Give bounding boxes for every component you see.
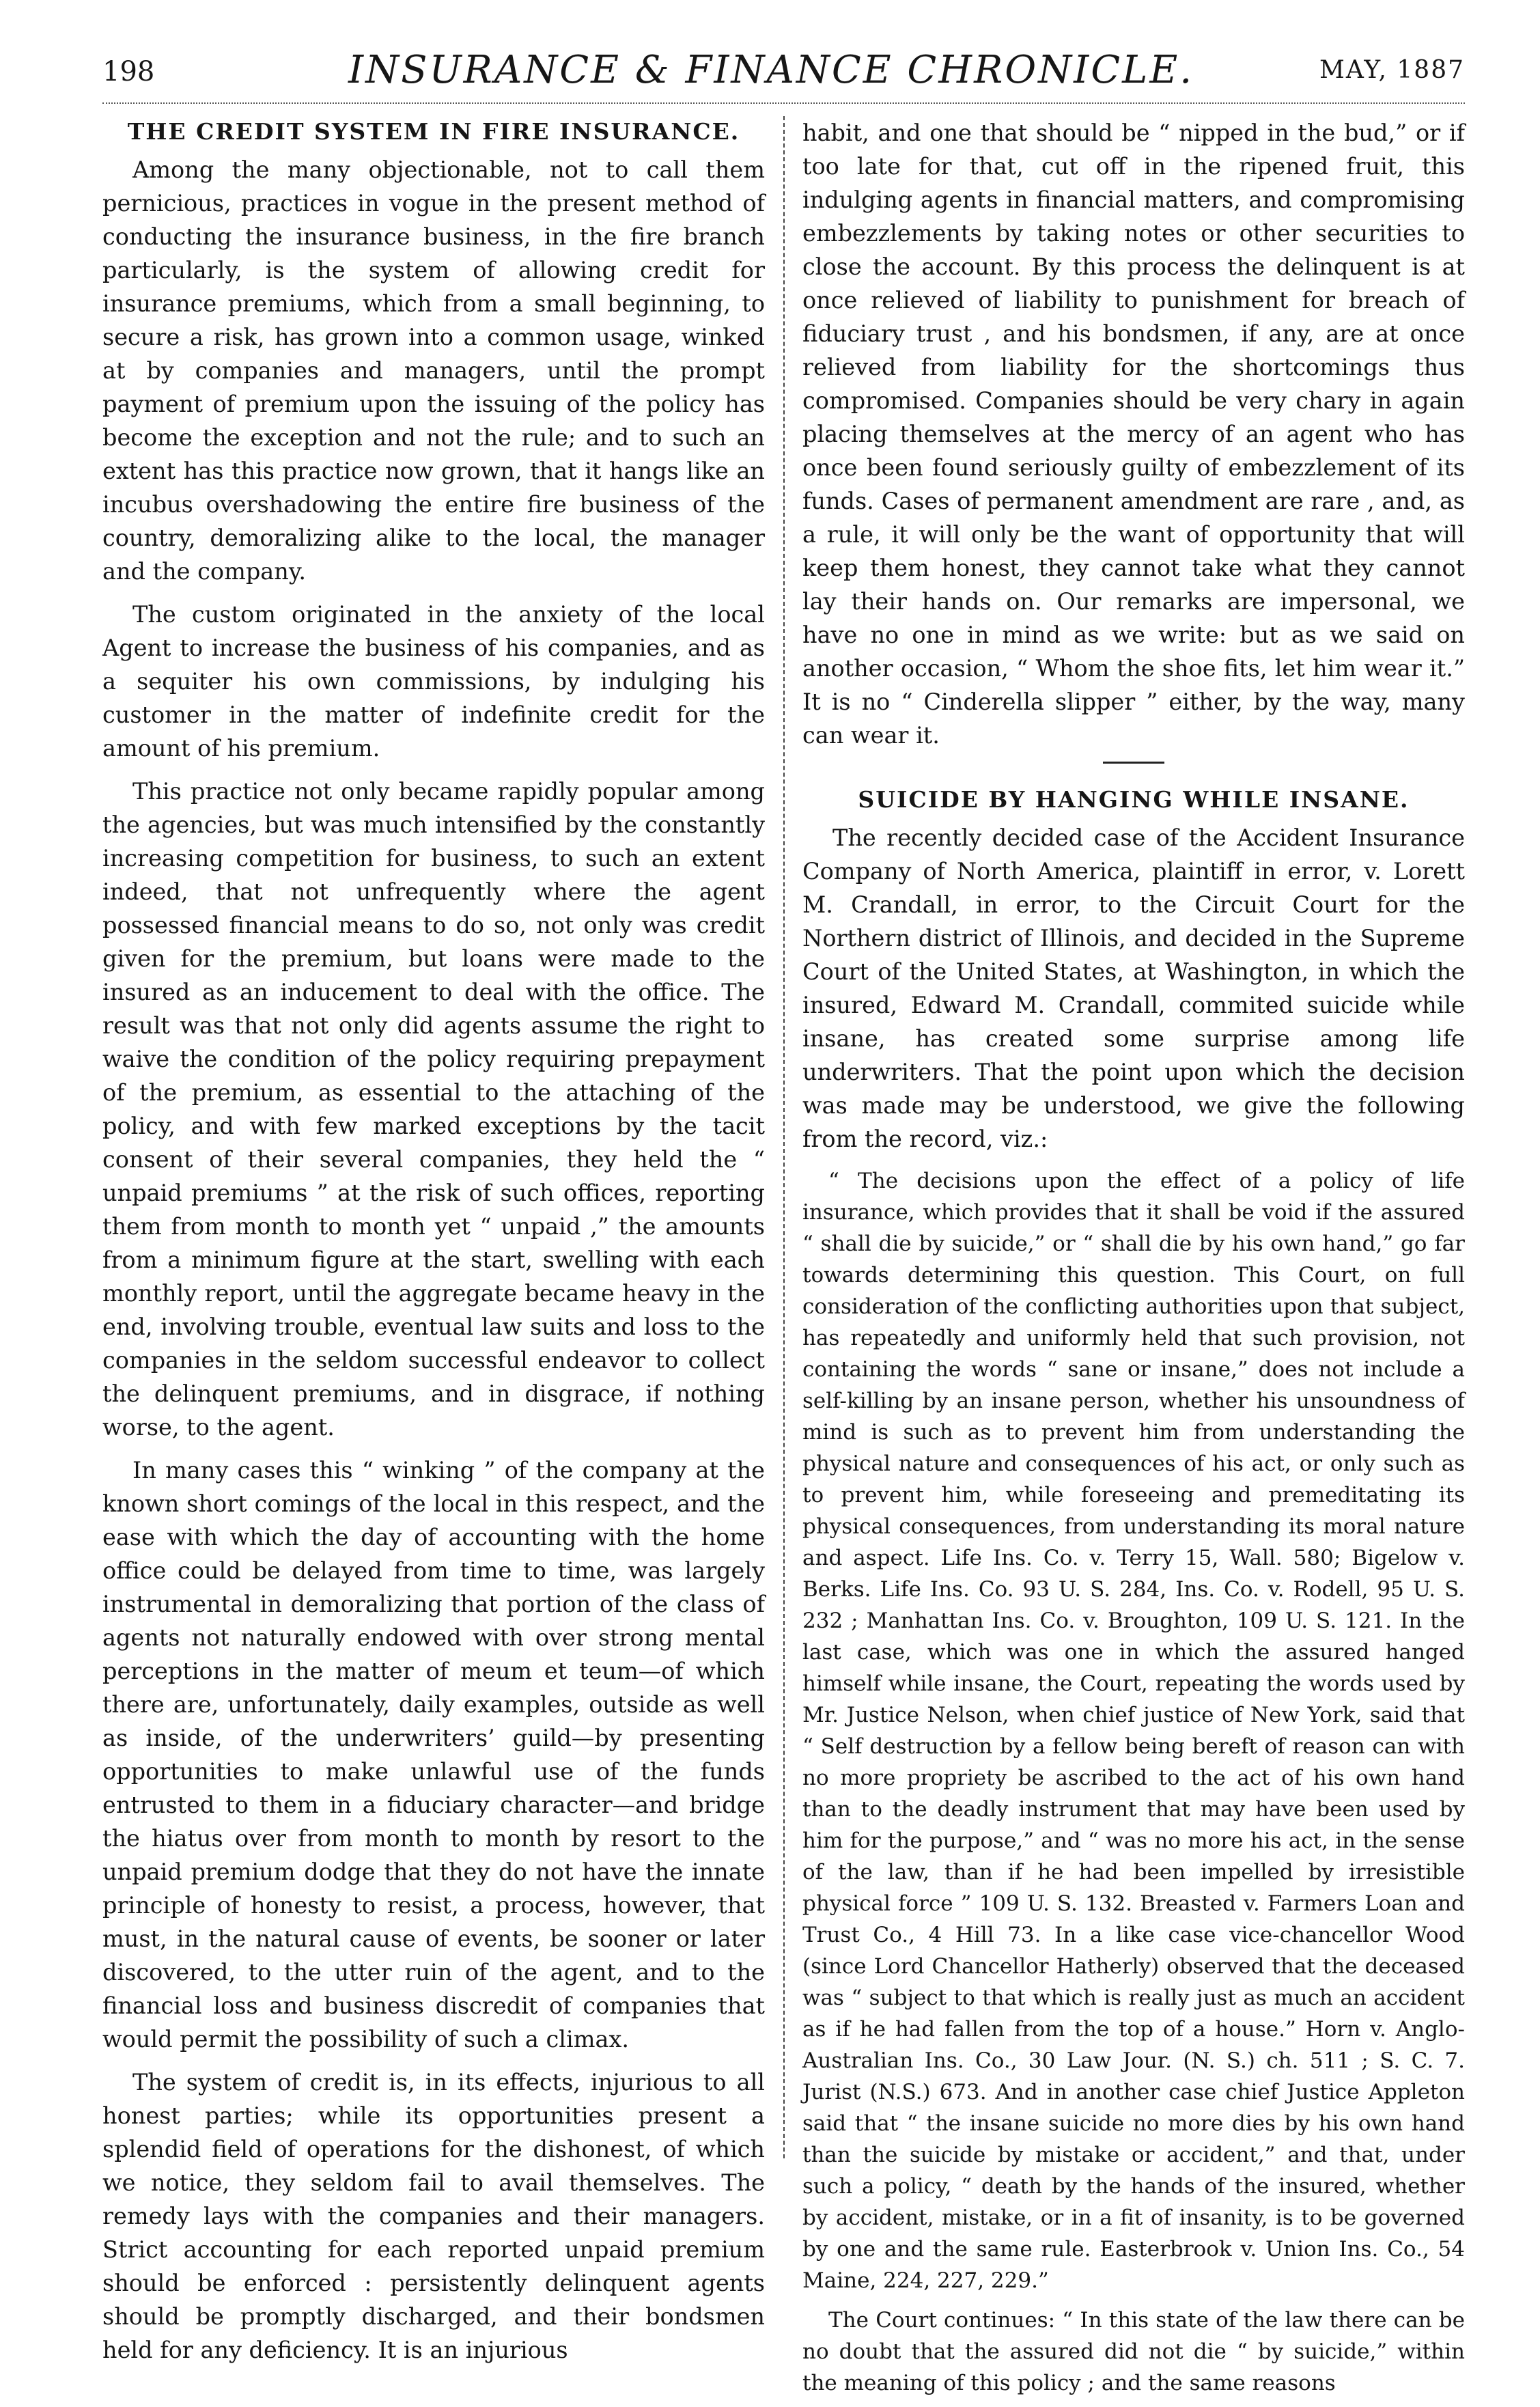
publication-title: INSURANCE & FINANCE CHRONICLE. — [348, 48, 1194, 92]
page-number: 198 — [102, 56, 155, 87]
paragraph: In many cases this “ winking ” of the company at the known short comings of the local in this respect, and the ease with which the day of accounting with the home office could be delayed from time to time, was largely instrumental in demoralizing that portion of the class of agents not naturally endowed with over strong mental perceptions in the matter of meum et teum—of which there are, unfortunately, daily examples, outside as well as inside, of the underwriters’ guild—by presenting opportunities to make unlawful use of the funds entrusted to them in a fiduciary character—and bridge the hiatus over from month to month by resort to the unpaid premium dodge that they do not have the innate principle of honesty to resist, a process, however, that must, in the natural cause of events, be sooner or later discovered, to the utter ruin of the agent, and to the financial loss and business discredit of companies that would permit the possibility of such a climax. — [102, 1457, 765, 2053]
newspaper-page — [102, 48, 1465, 2395]
section-divider — [1103, 762, 1164, 764]
paragraph: The recently decided case of the Accident Insurance Company of North America, plaintiff in error, v. Lorett M. Crandall, in error, to the Circuit Court for the Northern district of Illinois, and decided in the Supreme Court of the United States, at Washington, in which the insured, Edward M. Crandall, commited suicide while insane, has created some surprise among life underwriters. That the point upon which the decision was made may be understood, we give the following from the record, viz.: — [802, 824, 1465, 1152]
article-columns — [102, 116, 1465, 2395]
quoted-decision-continued: The Court continues: “ In this state of the law there can be no doubt that the assured did not die “ by suicide,” within the meaning of this policy ; and the same reasons — [802, 2308, 1465, 2395]
page-header — [102, 48, 1465, 104]
column-divider — [783, 116, 785, 2158]
right-column — [802, 116, 1465, 2407]
paragraph: This practice not only became rapidly popular among the agencies, but was much intensified by the constantly increasing competition for business, to such an extent indeed, that not unfrequently where the agent possessed financial means to do so, not only was credit given for the premium, but loans were made to the insured as an inducement to deal with the office. The result was that not only did agents assume the right to waive the condition of the policy requiring prepayment of the premium, as essential to the attaching of the policy, and with few marked exceptions by the tacit consent of their several companies, they held the “ unpaid premiums ” at the risk of such offices, reporting them from month to month yet “ unpaid ,” the amounts from a minimum figure at the start, swelling with each monthly report, until the aggregate became heavy in the end, involving trouble, eventual law suits and loss to the companies in the seldom successful endeavor to collect the delinquent premiums, and in disgrace, if nothing worse, to the agent. — [102, 778, 765, 1441]
paragraph: The system of credit is, in its effects, injurious to all honest parties; while its opportunities present a splendid field of operations for the dishonest, of which we notice, they seldom fail to avail themselves. The remedy lays with the companies and their managers. Strict accounting for each reported unpaid premium should be enforced : persistently delinquent agents should be promptly discharged, and their bondsmen held for any deficiency. It is an injurious — [102, 2069, 765, 2363]
article-title-credit-system: THE CREDIT SYSTEM IN FIRE INSURANCE. — [127, 118, 740, 145]
article-title-suicide: SUICIDE BY HANGING WHILE INSANE. — [858, 786, 1410, 813]
paragraph: The custom originated in the anxiety of the local Agent to increase the business of his companies, and as a sequiter his own commissions, by indulging his customer in the matter of indefinite credit for the amount of his premium. — [102, 601, 765, 762]
left-column — [102, 116, 765, 2376]
issue-date: MAY, 1887 — [1319, 56, 1465, 84]
paragraph-continued: habit, and one that should be “ nipped in the bud,” or if too late for that, cut off in the ripened fruit, this indulging agents in financial matters, and compromising embezzlements by taking notes or other securities to close the account. By this process the delinquent is at once relieved of liability to punishment for breach of fiduciary trust , and his bondsmen, if any, are at once relieved from liability for the shortcomings thus compromised. Companies should be very chary in again placing themselves at the mercy of an agent who has once been found seriously guilty of embezzlement of its funds. Cases of permanent amendment are rare , and, as a rule, it will only be the want of opportunity that will keep them honest, they cannot take what they cannot lay their hands on. Our remarks are impersonal, we have no one in mind as we write: but as we said on another occasion, “ Whom the shoe fits, let him wear it.” It is no “ Cinderella slipper ” either, by the way, many can wear it. — [802, 120, 1465, 749]
paragraph: Among the many objectionable, not to call them pernicious, practices in vogue in the present method of conducting the insurance business, in the fire branch particularly, is the system of allowing credit for insurance premiums, which from a small beginning, to secure a risk, has grown into a common usage, winked at by companies and managers, until the prompt payment of premium upon the issuing of the policy has become the exception and not the rule; and to such an extent has this practice now grown, that it hangs like an incubus overshadowing the entire fire business of the country, demoralizing alike to the local, the manager and the company. — [102, 156, 765, 585]
quoted-decision: “ The decisions upon the effect of a policy of life insurance, which provides that it shall be void if the assured “ shall die by suicide,” or “ shall die by his own hand,” go far towards determining this question. This Court, on full consideration of the conflicting authorities upon that subject, has repeatedly and uniformly held that such provision, not containing the words “ sane or insane,” does not include a self-killing by an insane person, whether his unsoundness of mind is such as to prevent him from understanding the physical nature and consequences of his act, or only such as to prevent him, while foreseeing and premeditating its physical consequences, from understanding its moral nature and aspect. Life Ins. Co. v. Terry 15, Wall. 580; Bigelow v. Berks. Life Ins. Co. 93 U. S. 284, Ins. Co. v. Rodell, 95 U. S. 232 ; Manhattan Ins. Co. v. Broughton, 109 U. S. 121. In the last case, which was one in which the assured hanged himself while insane, the Court, repeating the words used by Mr. Justice Nelson, when chief justice of New York, said that “ Self destruction by a fellow being bereft of reason can with no more propriety be ascribed to the act of his own hand than to the deadly instrument that may have been used by him for the purpose,” and “ was no more his act, in the sense of the law, than if he had been impelled by irresistible physical force ” 109 U. S. 132. Breasted v. Farmers Loan and Trust Co., 4 Hill 73. In a like case vice-chancellor Wood (since Lord Chancellor Hatherly) observed that the deceased was “ subject to that which is really just as much an accident as if he had fallen from the top of a house.” Horn v. Anglo-Australian Ins. Co., 30 Law Jour. (N. S.) ch. 511 ; S. C. 7. Jurist (N.S.) 673. And in another case chief Justice Appleton said that “ the insane suicide no more dies by his own hand than the suicide by mistake or accident,” and that, under such a policy, “ death by the hands of the insured, whether by accident, mistake, or in a fit of insanity, is to be governed by one and the same rule. Easterbrook v. Union Ins. Co., 54 Maine, 224, 227, 229.” — [802, 1169, 1465, 2293]
